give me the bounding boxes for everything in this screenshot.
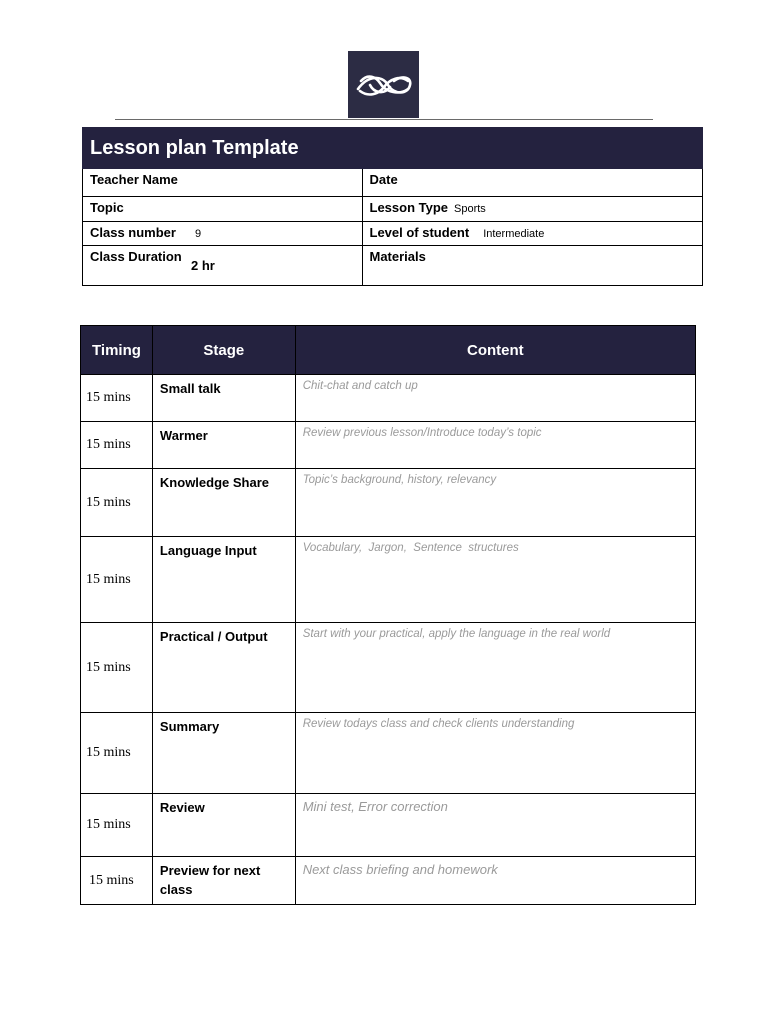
duration-field[interactable] [83,246,363,286]
lesson-schedule-table [80,325,696,905]
teacher-name-label: Teacher Name [90,172,178,187]
stage-label: Warmer [159,428,208,443]
table-row [81,537,696,623]
content-cell[interactable]: Review todays class and check clients understanding [295,713,695,794]
stage-cell[interactable] [152,469,295,537]
table-row [81,469,696,537]
content-cell[interactable]: Vocabulary, Jargon, Sentence structures [295,537,695,623]
class-number-label: Class number [90,225,176,240]
timing-cell[interactable]: 15 mins [81,422,153,469]
table-row [81,713,696,794]
timing-cell[interactable]: 15 mins [81,794,153,857]
materials-label: Materials [369,249,426,264]
content-cell[interactable]: Chit-chat and catch up [295,375,695,422]
table-row [81,422,696,469]
stage-label: Preview for next class [159,863,261,897]
table-row [81,375,696,422]
knot-icon [348,51,419,118]
timing-cell[interactable]: 15 mins [81,375,153,422]
content-header: Content [295,326,695,375]
stage-cell[interactable] [152,537,295,623]
timing-cell[interactable]: 15 mins [81,623,153,713]
stage-cell[interactable] [152,857,295,905]
date-field[interactable] [362,169,703,197]
stage-cell[interactable] [152,375,295,422]
timing-cell[interactable]: 15 mins [81,857,153,905]
duration-value: 2 hr [191,258,215,273]
stage-label: Knowledge Share [159,475,269,490]
table-row [81,794,696,857]
content-cell[interactable]: Mini test, Error correction [295,794,695,857]
lesson-type-label: Lesson Type [369,200,449,215]
content-cell[interactable]: Start with your practical, apply the language in the real world [295,623,695,713]
content-cell[interactable]: Topic’s background, history, relevancy [295,469,695,537]
stage-label: Practical / Output [159,629,268,644]
lesson-info-table [82,127,703,286]
timing-cell[interactable]: 15 mins [81,469,153,537]
lesson-type-value: Sports [454,203,486,215]
topic-field[interactable] [83,197,363,222]
topic-label: Topic [90,200,124,215]
table-row [81,623,696,713]
materials-field[interactable] [362,246,703,286]
level-label: Level of student [369,225,470,240]
timing-header: Timing [81,326,153,375]
stage-cell[interactable] [152,623,295,713]
stage-cell[interactable] [152,422,295,469]
content-cell[interactable]: Review previous lesson/Introduce today’s topic [295,422,695,469]
level-value: Intermediate [483,228,545,240]
lesson-type-field[interactable] [362,197,703,222]
stage-label: Language Input [159,543,257,558]
teacher-name-field[interactable] [83,169,363,197]
stage-cell[interactable] [152,794,295,857]
table-row [81,857,696,905]
timing-cell[interactable]: 15 mins [81,537,153,623]
stage-label: Small talk [159,381,221,396]
stage-cell[interactable] [152,713,295,794]
class-number-value: 9 [194,228,202,240]
stage-label: Summary [159,719,220,734]
header-divider [115,119,653,120]
level-field[interactable] [362,222,703,246]
duration-label: Class Duration [90,249,182,264]
stage-header: Stage [152,326,295,375]
content-cell[interactable]: Next class briefing and homework [295,857,695,905]
date-label: Date [369,172,398,187]
logo [348,51,419,118]
timing-cell[interactable]: 15 mins [81,713,153,794]
stage-label: Review [159,800,205,815]
lesson-plan-title: Lesson plan Template [83,128,703,169]
class-number-field[interactable] [83,222,363,246]
